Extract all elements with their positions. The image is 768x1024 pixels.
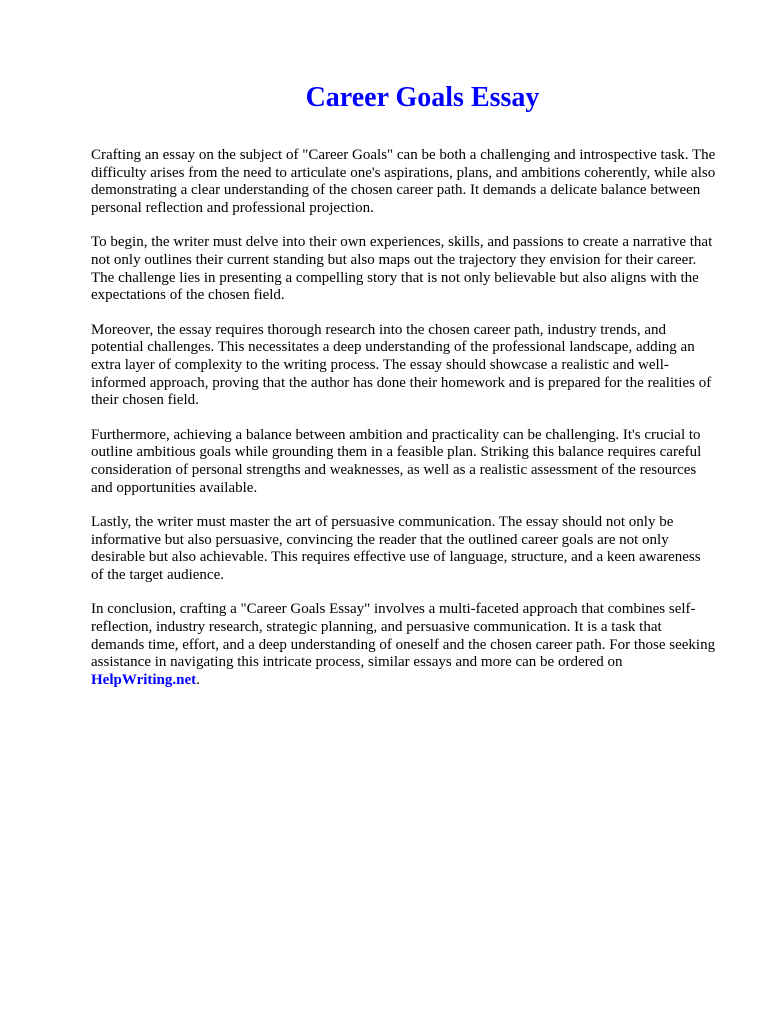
conclusion-text: In conclusion, crafting a "Career Goals Essay" involves a multi-faceted approach that combines self-reflection, industry research, strategic planning, and persuasive communication. It is a task that demands time, effort, and a deep understanding of oneself and the chosen career path. For those seeking assistance in navigating this intricate process, similar essays and more can be ordered on	[91, 601, 716, 671]
paragraph-balance: Furthermore, achieving a balance between ambition and practicality can be challenging. It's crucial to outline ambitious goals while grounding them in a feasible plan. Striking this balance requires careful consideration of personal strengths and weaknesses, as well as a realistic assessment of the resources and opportunities available.	[91, 426, 702, 496]
paragraph-research: Moreover, the essay requires thorough research into the chosen career path, industry trends, and potential challenges. This necessitates a deep understanding of the professional landscape, adding an extra layer of complexity to the writing process. The essay should showcase a realistic and well-informed approach, proving that the author has done their homework and is prepared for the realities of their chosen field.	[91, 321, 712, 409]
helpwriting-link[interactable]: HelpWriting.net	[91, 671, 197, 688]
paragraph-conclusion	[91, 601, 716, 689]
paragraph-persuasion: Lastly, the writer must master the art of persuasive communication. The essay should not only be informative but also persuasive, convincing the reader that the outlined career goals are not only desirable but also achievable. This requires effective use of language, structure, and a keen awareness of the target audience.	[91, 514, 701, 583]
paragraph-intro: Crafting an essay on the subject of "Career Goals" can be both a challenging and introspective task. The difficulty arises from the need to articulate one's aspirations, plans, and ambitions coherently, while also demonstrating a clear understanding of the chosen career path. It demands a delicate balance between personal reflection and professional projection.	[91, 147, 716, 216]
document-title: Career Goals Essay	[305, 82, 540, 113]
conclusion-trailing: .	[196, 671, 200, 688]
paragraph-begin: To begin, the writer must delve into their own experiences, skills, and passions to create a narrative that not only outlines their current standing but also maps out the trajectory they envision for their career. The challenge lies in presenting a compelling story that is not only believable but also aligns with the expectations of the chosen field.	[91, 234, 713, 304]
essay-body	[91, 147, 716, 689]
